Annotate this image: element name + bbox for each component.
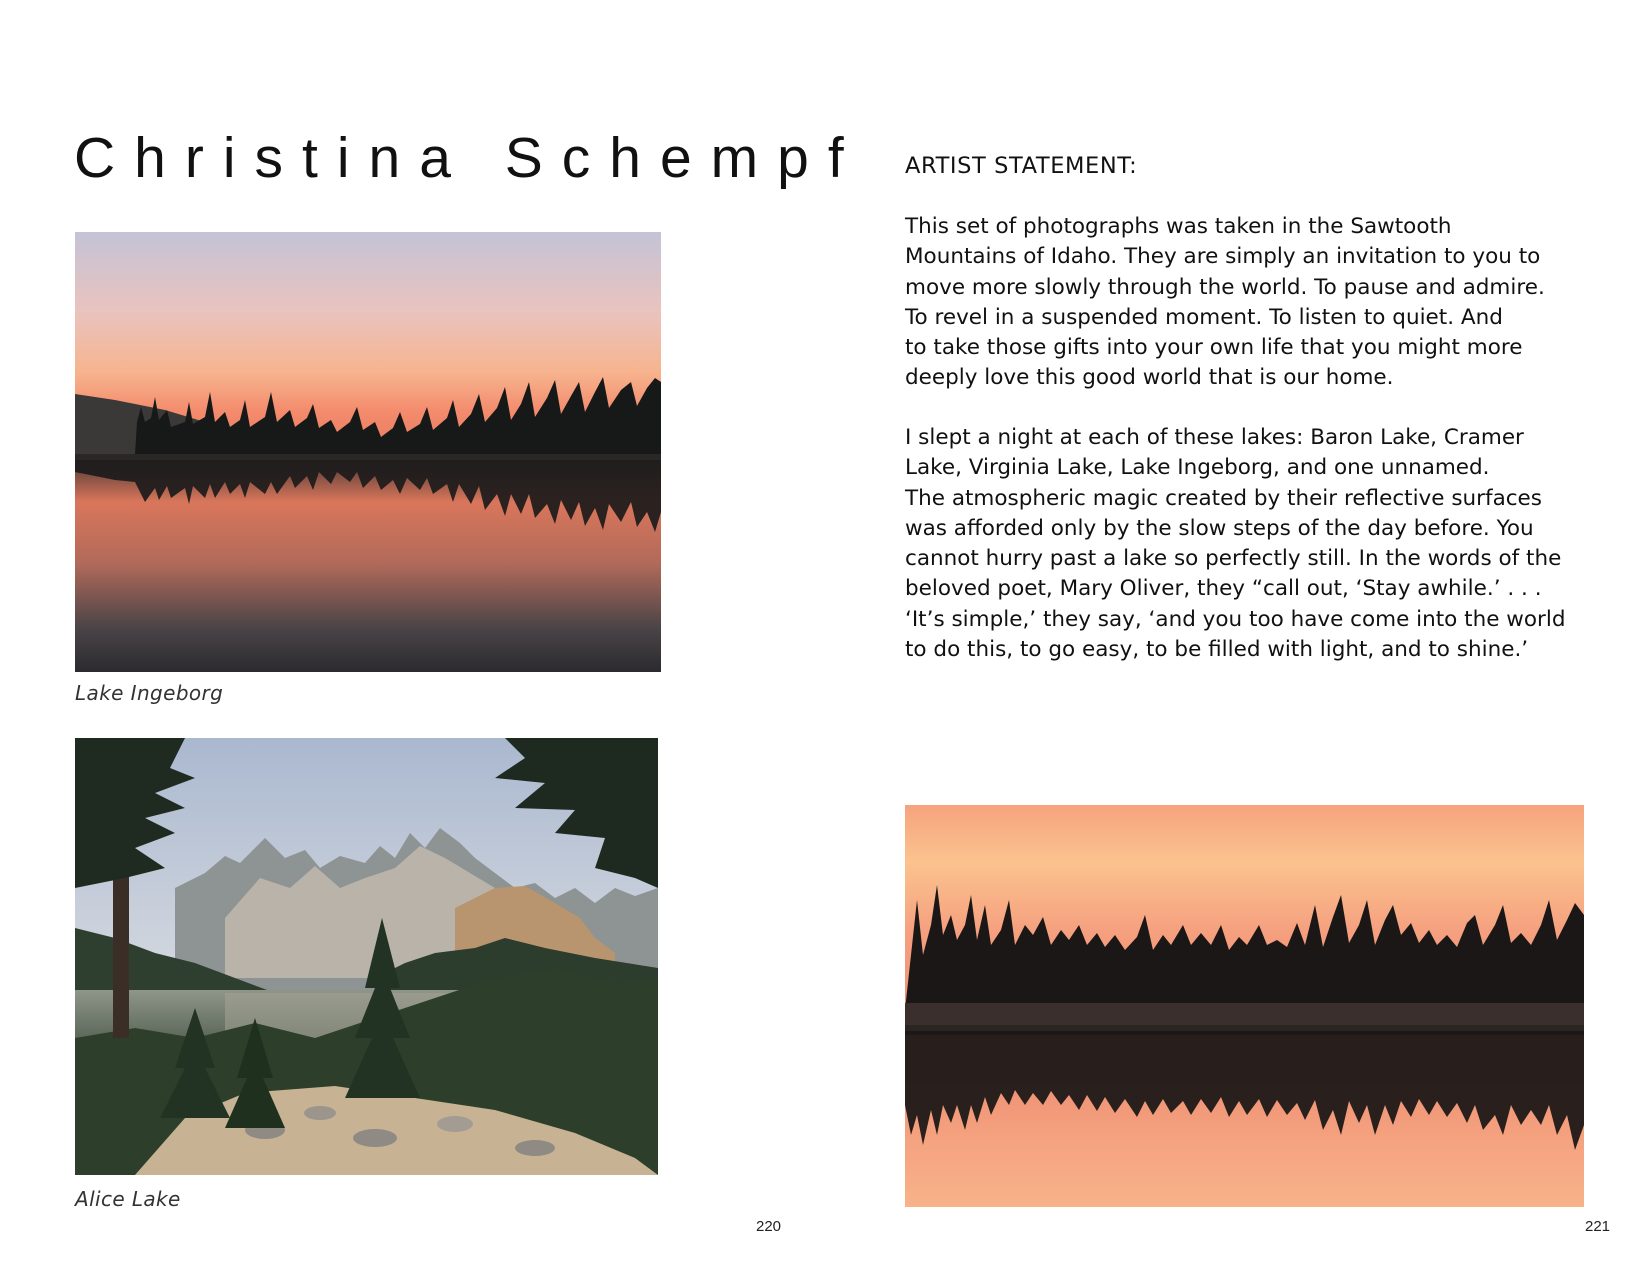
statement-paragraph	[905, 212, 1605, 394]
statement-line: This set of photographs was taken in the Sawtooth	[905, 214, 1452, 239]
statement-line: move more slowly through the world. To pause and admire.	[905, 274, 1545, 300]
statement-line: Lake, Virginia Lake, Lake Ingeborg, and one unnamed.	[905, 455, 1490, 481]
statement-line: to do this, to go easy, to be filled with light, and to shine.’	[905, 637, 1529, 663]
photo-caption: Lake Ingeborg	[75, 681, 224, 705]
statement-line: ‘It’s simple,’ they say, ‘and you too have come into the world	[905, 606, 1566, 632]
statement-heading: ARTIST STATEMENT:	[905, 153, 1138, 179]
statement-line: The atmospheric magic created by their reflective surfaces	[905, 485, 1542, 511]
artist-name: Christina Schempf	[74, 126, 863, 190]
statement-line: cannot hurry past a lake so perfectly still. In the words of the	[905, 546, 1562, 572]
photo-alice-lake	[75, 738, 658, 1175]
statement-line: was afforded only by the slow steps of the day before. You	[905, 515, 1534, 541]
photo-lake-ingeborg	[75, 232, 661, 672]
page-number-left: 220	[756, 1218, 782, 1235]
statement-line: beloved poet, Mary Oliver, they “call out, ‘Stay awhile.’ . . .	[905, 576, 1542, 602]
statement-line: I slept a night at each of these lakes: Baron Lake, Cramer	[905, 425, 1524, 450]
statement-paragraph	[905, 423, 1605, 665]
statement-line: to take those gifts into your own life that you might more	[905, 335, 1523, 361]
statement-line: To revel in a suspended moment. To listen to quiet. And	[905, 304, 1503, 330]
page-number-right: 221	[1585, 1218, 1611, 1235]
statement-line: deeply love this good world that is our home.	[905, 365, 1394, 391]
statement-line: Mountains of Idaho. They are simply an invitation to you to	[905, 244, 1541, 270]
photo-caption: Alice Lake	[75, 1187, 181, 1211]
photo-sunset-lake	[905, 805, 1584, 1207]
